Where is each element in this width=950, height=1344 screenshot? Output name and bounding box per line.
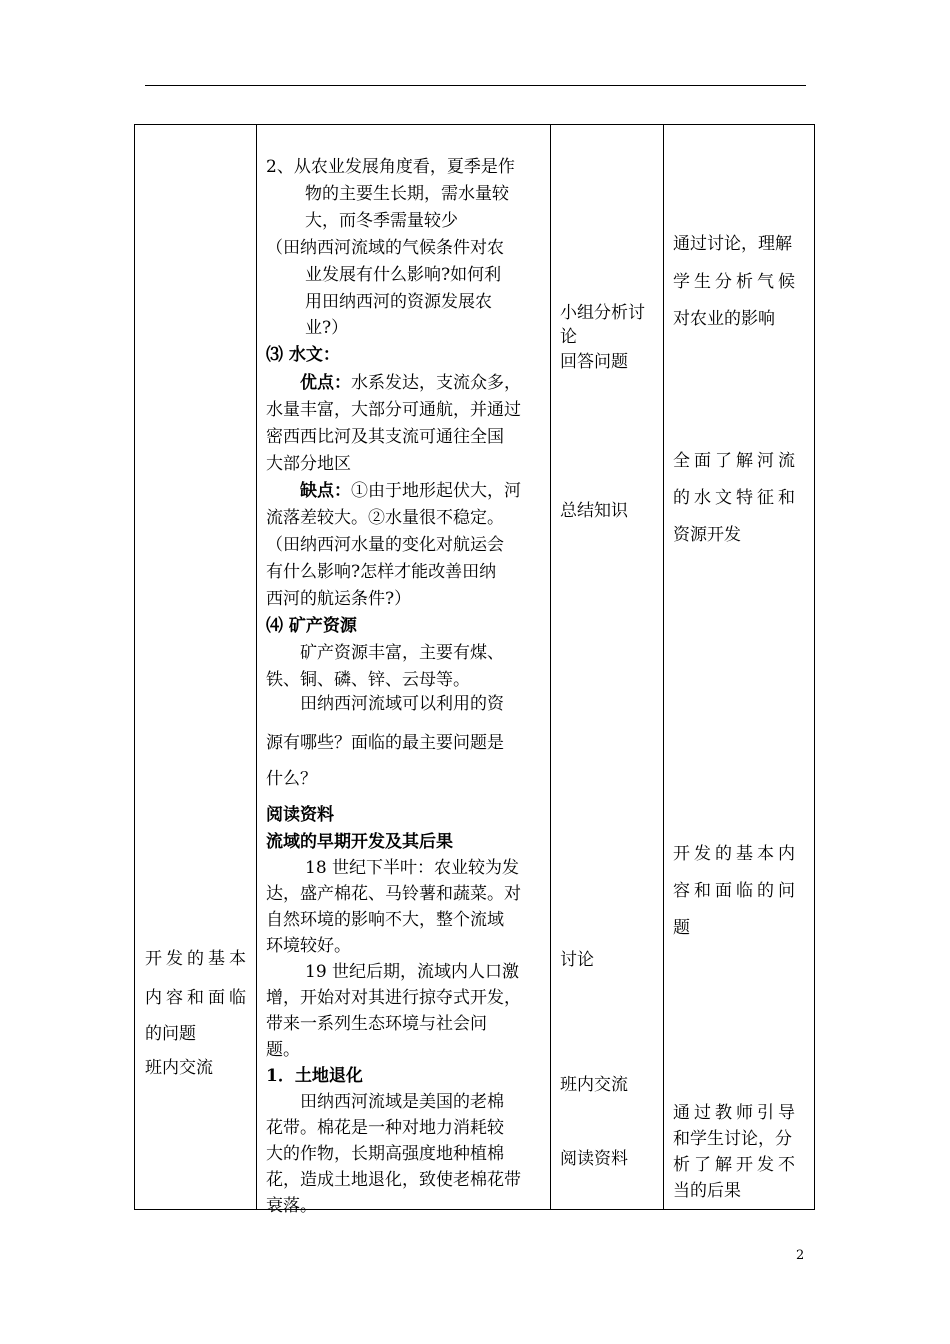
col1-line: 班内交流: [145, 1058, 213, 1078]
col2-line: 达，盛产棉花、马铃薯和蔬菜。对: [266, 884, 521, 904]
col2-line: 题。: [266, 1040, 300, 1060]
col2-question: 业发展有什么影响?如何利: [305, 265, 502, 285]
col3-line: 总结知识: [560, 501, 628, 521]
col3-line: 阅读资料: [560, 1149, 628, 1169]
col4-line: 学生分析气候: [673, 272, 799, 292]
col2-line: 2、从农业发展角度看，夏季是作: [266, 157, 515, 177]
land-degradation-heading: 1．土地退化: [266, 1066, 363, 1086]
col2-line: 大的作物，长期高强度地种植棉: [266, 1144, 504, 1164]
header-rule: [145, 85, 806, 86]
advantage-text: 水系发达，支流众多，: [351, 373, 521, 393]
col4-line: 容和面临的问: [673, 881, 799, 901]
col2-line: 水量丰富，大部分可通航，并通过: [266, 400, 521, 420]
col2-question: 业?）: [305, 318, 349, 338]
disadvantage-text: ①由于地形起伏大，河: [351, 481, 521, 501]
col1-line: 开发的基本: [145, 949, 250, 969]
col2-line: 矿产资源丰富，主要有煤、: [300, 643, 504, 663]
col2-line: 19 世纪后期，流域内人口激: [305, 962, 520, 982]
column-divider: [256, 125, 257, 1209]
column-divider: [550, 125, 551, 1209]
advantage-label: 优点：: [300, 373, 351, 393]
mineral-heading: ⑷ 矿产资源: [266, 616, 357, 636]
col3-line: 讨论: [560, 950, 594, 970]
col4-line: 析了解开发不: [673, 1155, 799, 1175]
col4-line: 通过教师引导: [673, 1103, 799, 1123]
col2-line: [300, 370, 521, 396]
column-divider: [663, 125, 664, 1209]
col4-line: 对农业的影响: [673, 309, 775, 329]
col3-line: 论: [560, 327, 577, 347]
col2-line: 源有哪些？面临的最主要问题是: [266, 733, 504, 753]
col4-line: 资源开发: [673, 525, 741, 545]
col3-line: 班内交流: [560, 1075, 628, 1095]
col2-line: 田纳西河流域可以利用的资: [300, 694, 504, 714]
col4-line: 题: [673, 918, 690, 938]
col1-line: 内容和面临: [145, 988, 250, 1008]
col2-line: 花带。棉花是一种对地力消耗较: [266, 1118, 504, 1138]
col2-line: 自然环境的影响不大，整个流域: [266, 910, 504, 930]
col3-line: 小组分析讨: [560, 303, 645, 323]
col2-line: 流落差较大。②水量很不稳定。: [266, 508, 504, 528]
col4-line: 的水文特征和: [673, 488, 799, 508]
col1-line: 的问题: [145, 1024, 196, 1044]
col2-question: 有什么影响?怎样才能改善田纳: [266, 562, 497, 582]
col2-line: 大，而冬季需量较少: [305, 211, 458, 231]
col2-line: 增，开始对对其进行掠夺式开发，: [266, 988, 521, 1008]
col4-line: 和学生讨论，分: [673, 1129, 792, 1149]
col3-line: 回答问题: [560, 352, 628, 372]
col2-line: 18 世纪下半叶：农业较为发: [305, 858, 520, 878]
early-development-heading: 流域的早期开发及其后果: [266, 832, 453, 852]
col2-line: 物的主要生长期，需水量较: [305, 184, 509, 204]
reading-heading: 阅读资料: [266, 805, 334, 825]
col2-question: （田纳西河流域的气候条件对农: [266, 238, 504, 258]
hydrology-heading: ⑶ 水文：: [266, 345, 340, 365]
col2-line: 环境较好。: [266, 936, 351, 956]
col4-line: 通过讨论，理解: [673, 234, 792, 254]
col2-line: 大部分地区: [266, 454, 351, 474]
col2-question: 用田纳西河的资源发展农: [305, 292, 492, 312]
col2-line: 衰落。: [266, 1196, 317, 1216]
col2-line: 带来一系列生态环境与社会问: [266, 1014, 487, 1034]
col4-line: 当的后果: [673, 1181, 741, 1201]
col2-question: 西河的航运条件?）: [266, 589, 412, 609]
col2-line: 田纳西河流域是美国的老棉: [300, 1092, 504, 1112]
col2-line: 密西西比河及其支流可通往全国: [266, 427, 504, 447]
col2-question: （田纳西河水量的变化对航运会: [266, 535, 504, 555]
col2-line: 花，造成土地退化，致使老棉花带: [266, 1170, 521, 1190]
col4-line: 全面了解河流: [673, 451, 799, 471]
col2-line: 什么？: [266, 769, 317, 789]
col2-line: 铁、铜、磷、锌、云母等。: [266, 670, 470, 690]
col4-line: 开发的基本内: [673, 844, 799, 864]
disadvantage-label: 缺点：: [300, 481, 351, 501]
page-number: 2: [796, 1248, 805, 1263]
col2-line: [300, 478, 521, 504]
